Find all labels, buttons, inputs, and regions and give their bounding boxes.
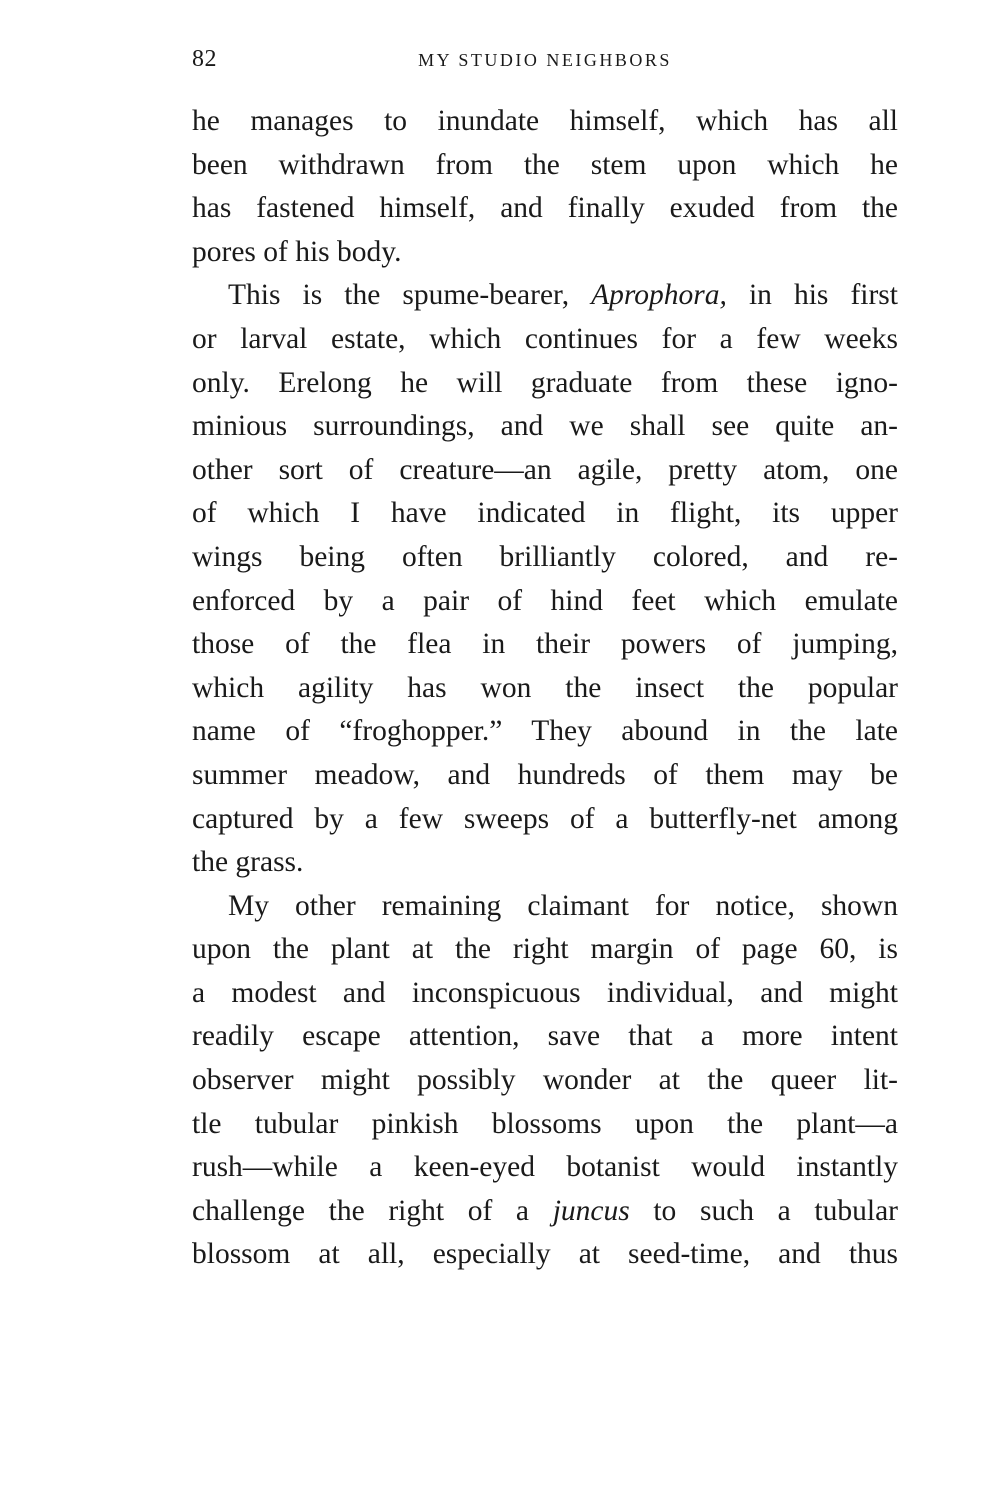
text-line: other sort of creature—an agile, pretty atom, one: [192, 453, 898, 486]
text-line: blossom at all, especially at seed-time, and thus: [192, 1238, 898, 1271]
text-line: minious surroundings, and we shall see quite an-: [192, 410, 898, 443]
text-line: he manages to inundate himself, which has all: [192, 105, 898, 137]
text-line: captured by a few sweeps of a butterfly-net among: [192, 802, 898, 835]
body-text: [192, 100, 898, 1277]
page-number: 82: [192, 46, 217, 72]
italic-term: juncus: [552, 1194, 630, 1227]
text-line: which agility has won the insect the popular: [192, 671, 898, 704]
text-line: tle tubular pinkish blossoms upon the plant—a: [192, 1107, 898, 1140]
text-line: enforced by a pair of hind feet which emulate: [192, 584, 898, 617]
text-line: has fastened himself, and finally exuded from the: [192, 192, 898, 225]
text-line: readily escape attention, save that a more intent: [192, 1020, 898, 1053]
text-line: those of the flea in their powers of jumping,: [192, 628, 898, 661]
text-line: been withdrawn from the stem upon which he: [192, 148, 898, 181]
text-run: challenge the right of a: [192, 1194, 553, 1227]
text-run: in his first: [726, 279, 898, 312]
text-line: My other remaining claimant for notice, shown: [228, 889, 898, 922]
page-header: [192, 46, 898, 80]
text-line: name of “froghopper.” They abound in the late: [192, 715, 898, 748]
running-title: MY STUDIO NEIGHBORS: [418, 50, 672, 70]
text-line: upon the plant at the right margin of page 60, is: [192, 933, 898, 966]
text-run: This is the spume-bearer,: [228, 279, 592, 312]
text-line: summer meadow, and hundreds of them may be: [192, 758, 898, 791]
text-line: a modest and inconspicuous individual, and might: [192, 976, 898, 1009]
text-line: or larval estate, which continues for a few weeks: [192, 322, 898, 355]
text-line: observer might possibly wonder at the queer lit-: [192, 1064, 898, 1097]
text-line: pores of his body.: [192, 235, 402, 268]
text-line: only. Erelong he will graduate from these igno-: [192, 366, 898, 399]
italic-term: Aprophora,: [591, 279, 727, 312]
text-run: to such a tubular: [629, 1194, 898, 1227]
text-line: [192, 274, 898, 318]
text-line: the grass.: [192, 846, 304, 879]
text-line: rush—while a keen-eyed botanist would instantly: [192, 1151, 898, 1184]
text-line: [192, 1190, 898, 1234]
text-line: wings being often brilliantly colored, and re-: [192, 540, 898, 573]
text-line: of which I have indicated in flight, its upper: [192, 497, 898, 530]
